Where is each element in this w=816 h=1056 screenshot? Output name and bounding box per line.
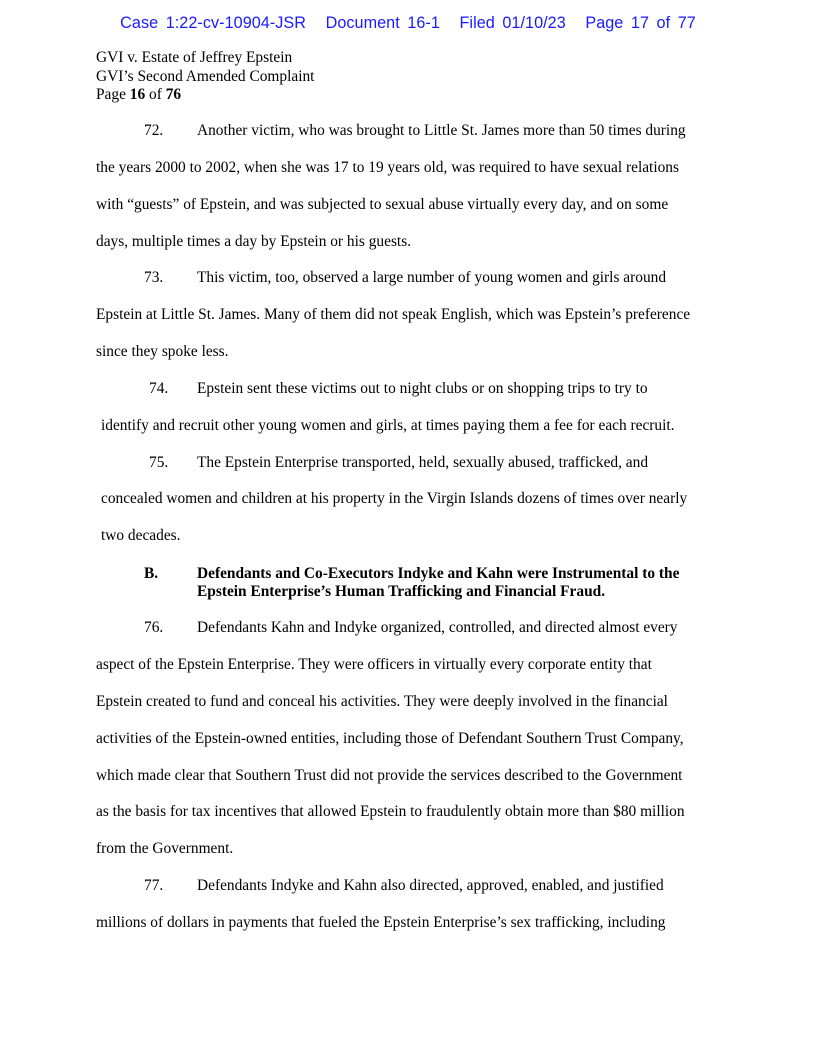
paragraph-number: 73. [144,269,164,287]
caption-subtitle: GVI’s Second Amended Complaint [96,67,315,85]
caption-title: GVI v. Estate of Jeffrey Epstein [96,49,293,66]
paragraph-72: 72. Another victim, who was brought to Little St. James more than 50 times during the years 2000 to 2002, when she was 17 to 19 years old, was required to have sexual relations with “guests” of Epstein, and was subjected to sexual abuse virtually every day, and on some days, multiple times a day by Epstein or his guests. [96,113,720,260]
case-header [0,14,816,33]
paragraph-76: 76. Defendants Kahn and Indyke organized, controlled, and directed almost every aspect of the Epstein Enterprise. They were officers in virtually every corporate entity that Epstein created to fund and conceal his activities. They were deeply involved in the financial activities of the Epstein-owned entities, including those of Defendant Southern Trust Company, which made clear that Southern Trust did not provide the services described to the Government as the basis for tax incentives that allowed Epstein to fraudulently obtain more than $80 million from the Government. [96,610,720,868]
paragraph-77: 77. Defendants Indyke and Kahn also directed, approved, enabled, and justified millions of dollars in payments that fueled the Epstein Enterprise’s sex trafficking, including [96,868,720,942]
paragraph-73: 73. This victim, too, observed a large number of young women and girls around Epstein at Little St. James. Many of them did not speak English, which was Epstein’s preference since they spoke less. [96,260,720,371]
page-count: Page 17 of 77 [585,14,696,32]
paragraph-75: 75. The Epstein Enterprise transported, held, sexually abused, trafficked, and concealed women and children at his property in the Virgin Islands dozens of times over nearly two decades. [96,445,720,556]
document-number: Document 16-1 [325,14,440,32]
paragraph-number: 72. [144,122,164,139]
paragraph-74: 74. Epstein sent these victims out to night clubs or on shopping trips to try to identify and recruit other young women and girls, at times paying them a fee for each recruit. [96,371,720,445]
caption-page: Page 16 of 76 [96,86,182,103]
section-heading: B. Defendants and Co-Executors Indyke and Kahn were Instrumental to the Epstein Enterprise’s Human Trafficking and Financial Fraud. [144,565,680,601]
filed-date: Filed 01/10/23 [459,14,566,32]
complaint-body [96,113,720,942]
paragraph-number: 74. [149,379,169,397]
document-caption [96,49,314,105]
section-letter: B. [144,565,159,583]
paragraph-number: 75. [149,453,169,471]
case-number: Case 1:22-cv-10904-JSR [120,14,307,32]
paragraph-number: 76. [144,619,164,637]
paragraph-number: 77. [144,877,164,895]
